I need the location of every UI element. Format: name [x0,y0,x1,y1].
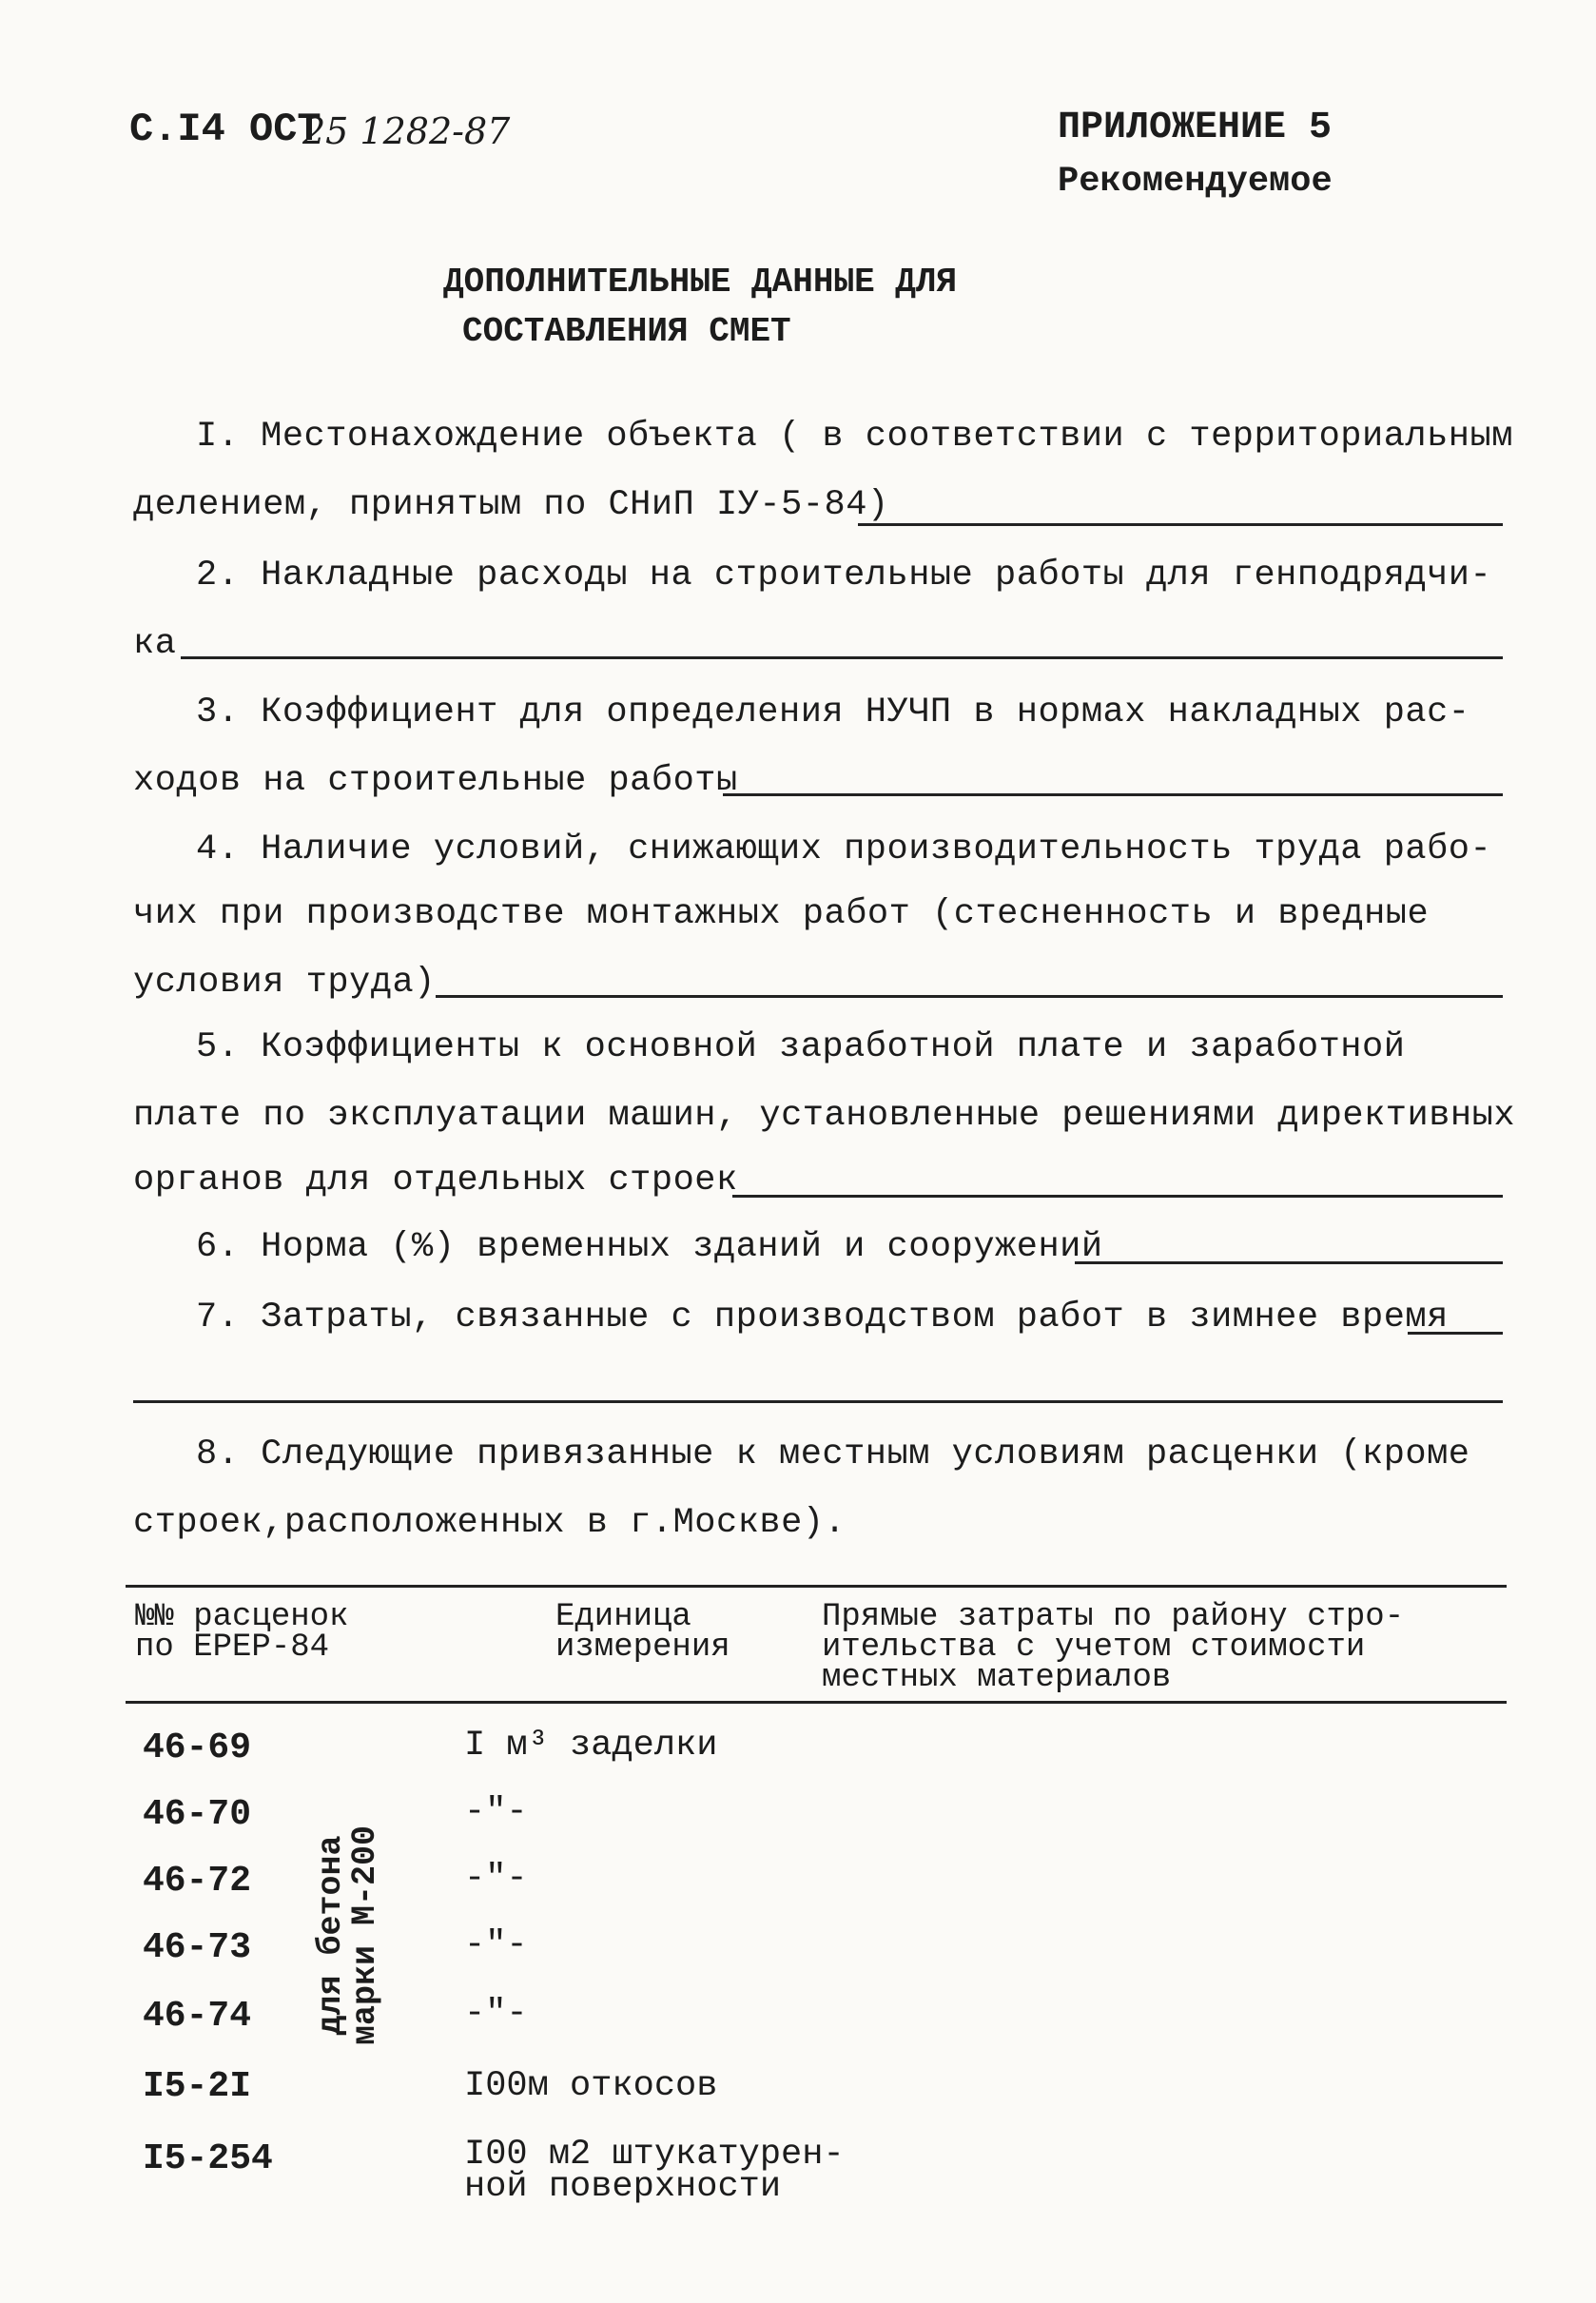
table-row-code: 46-73 [143,1927,252,1968]
item-5-line3: органов для отдельных строек [133,1161,738,1200]
item-8-line2: строек,расположенных в г.Москве). [133,1503,847,1543]
item-3-fill-line [723,793,1503,796]
table-row-unit: I м³ заделки [464,1726,718,1766]
appendix-status: Рекомендуемое [1058,162,1333,202]
table-row-code: I5-2I [143,2066,252,2107]
item-4-line3: условия труда) [133,963,436,1003]
concrete-grade-group-label: для бетона марки М-200 [312,1825,384,2045]
table-row-unit: -"- [464,1925,528,1965]
page-title-line2: СОСТАВЛЕНИЯ СМЕТ [462,312,791,351]
item-4-fill-line [436,995,1503,998]
item-4-line1: 4. Наличие условий, снижающих производительность труда рабо- [196,829,1492,869]
table-row-code: 46-72 [143,1861,252,1902]
item-7-fill-line-2 [133,1400,1503,1403]
item-4-line2: чих при производстве монтажных работ (стесненность и вредные [133,894,1430,934]
item-1-line1: I. Местонахождение объекта ( в соответствии с территориальным [196,417,1513,457]
table-row-code: I5-254 [143,2138,273,2179]
item-7-fill-line [1408,1332,1503,1335]
table-header-rule [126,1701,1507,1704]
table-row-code: 46-69 [143,1727,252,1768]
item-6: 6. Норма (%) временных зданий и сооружений [196,1227,1103,1267]
item-3-line2: ходов на строительные работы [133,761,738,801]
item-5-line1: 5. Коэффициенты к основной заработной плате и заработной [196,1027,1406,1067]
doc-code: С.I4 ОСТ [129,107,321,152]
table-row-unit: -"- [464,1859,528,1899]
appendix-label: ПРИЛОЖЕНИЕ 5 [1058,107,1333,149]
page-title-line1: ДОПОЛНИТЕЛЬНЫЕ ДАННЫЕ ДЛЯ [443,263,958,302]
item-1-line2: делением, принятым по СНиП IУ-5-84) [133,485,889,525]
item-2-line1: 2. Накладные расходы на строительные работы для генподрядчи- [196,556,1492,595]
item-5-line2: плате по эксплуатации машин, установленные решениями директивных [133,1096,1516,1136]
table-row-unit: I00м откосов [464,2066,718,2106]
item-7: 7. Затраты, связанные с производством работ в зимнее время [196,1298,1449,1337]
item-2-fill-line [181,656,1503,659]
item-3-line1: 3. Коэффициент для определения НУЧП в нормах накладных рас- [196,693,1470,732]
table-row-unit: -"- [464,1994,528,2034]
table-row-unit: I00 м2 штукатурен- ной поверхности [464,2135,845,2207]
item-5-fill-line [732,1195,1503,1198]
doc-number-handwritten: 25 1282-87 [302,110,511,152]
item-6-fill-line [1075,1261,1503,1264]
table-header-cost: Прямые затраты по району стро- ительства с учетом стоимости местных материалов [822,1599,1405,1696]
table-row-code: 46-74 [143,1996,252,2037]
table-row-unit: -"- [464,1792,528,1832]
table-header-unit: Единица измерения [555,1599,730,1666]
table-row-code: 46-70 [143,1794,252,1835]
item-1-fill-line [858,523,1503,526]
item-2-line2: ка [133,624,177,664]
table-top-rule [126,1585,1507,1588]
table-header-code: №№ расценок по ЕРЕР-84 [135,1599,349,1666]
item-8-line1: 8. Следующие привязанные к местным условиям расценки (кроме [196,1434,1470,1474]
